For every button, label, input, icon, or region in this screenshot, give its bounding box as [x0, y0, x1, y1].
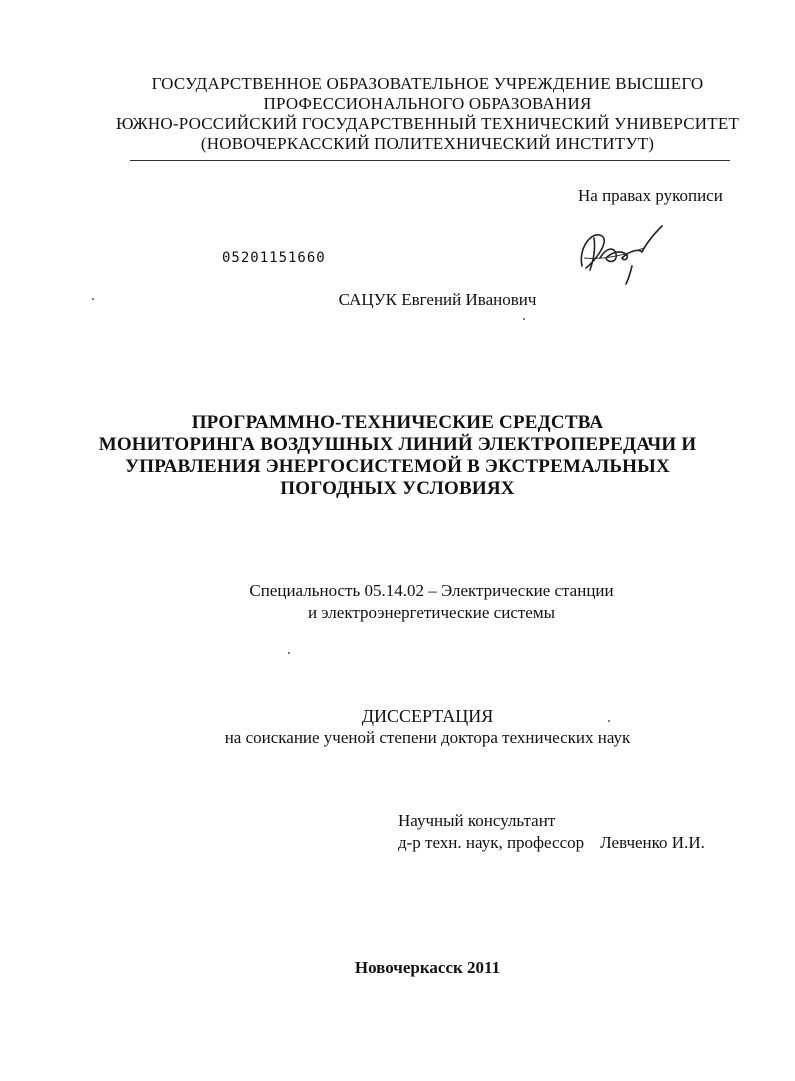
- header-divider: [130, 160, 730, 161]
- scan-speck: [608, 720, 610, 722]
- specialty-line-1: Специальность 05.14.02 – Электрические станции: [249, 581, 614, 600]
- org-line-1: ГОСУДАРСТВЕННОЕ ОБРАЗОВАТЕЛЬНОЕ УЧРЕЖДЕНИЕ ВЫСШЕГО: [151, 74, 704, 93]
- city-year: Новочеркасск 2011: [354, 958, 501, 977]
- consultant-label: Научный консультант: [398, 811, 556, 830]
- consultant-degree: д-р техн. наук, профессор: [398, 833, 585, 852]
- scan-speck: [523, 318, 525, 320]
- manuscript-note: На правах рукописи: [578, 186, 723, 205]
- org-line-3: ЮЖНО-РОССИЙСКИЙ ГОСУДАРСТВЕННЫЙ ТЕХНИЧЕСКИЙ УНИВЕРСИТЕТ: [115, 114, 740, 133]
- scan-speck: [92, 298, 94, 300]
- title-line-3: УПРАВЛЕНИЯ ЭНЕРГОСИСТЕМОЙ В ЭКСТРЕМАЛЬНЫХ: [125, 456, 670, 477]
- scan-speck: [288, 652, 290, 654]
- specialty-line-2: и электроэнергетические системы: [307, 603, 556, 622]
- dissertation-label: ДИССЕРТАЦИЯ: [361, 706, 494, 726]
- title-line-4: ПОГОДНЫХ УСЛОВИЯХ: [280, 478, 515, 499]
- org-line-4: (НОВОЧЕРКАССКИЙ ПОЛИТЕХНИЧЕСКИЙ ИНСТИТУТ): [200, 134, 655, 153]
- scientific-consultant: [398, 810, 705, 854]
- organization-header: [20, 74, 795, 154]
- title-line-1: ПРОГРАММНО-ТЕХНИЧЕСКИЕ СРЕДСТВА: [191, 412, 604, 433]
- dissertation-title: [0, 412, 795, 500]
- consultant-credentials: [398, 832, 705, 854]
- signature-icon: [572, 218, 672, 288]
- serial-number: 05201151660: [222, 250, 326, 266]
- author-name: САЦУК Евгений Иванович: [338, 290, 537, 309]
- dissertation-subtitle: на соискание ученой степени доктора технических наук: [224, 728, 631, 747]
- consultant-name: Левченко И.И.: [600, 833, 705, 852]
- org-line-2: ПРОФЕССИОНАЛЬНОГО ОБРАЗОВАНИЯ: [263, 94, 592, 113]
- title-line-2: МОНИТОРИНГА ВОЗДУШНЫХ ЛИНИЙ ЭЛЕКТРОПЕРЕДАЧИ И: [98, 434, 697, 455]
- specialty: [34, 580, 795, 624]
